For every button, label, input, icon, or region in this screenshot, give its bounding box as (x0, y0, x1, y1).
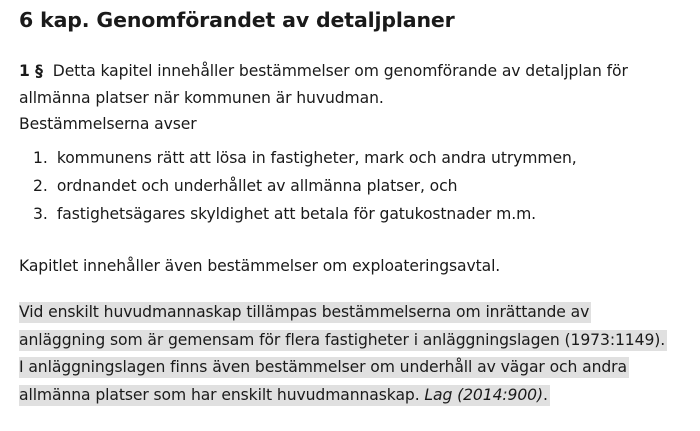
list-item (33, 200, 577, 228)
note-line-2: anläggning som är gemensam för flera fastigheter i anläggningslagen (1973:1149). (19, 330, 666, 349)
list-item-text: fastighetsägares skyldighet att betala för gatukostnader m.m. (56, 205, 537, 223)
section-1-closing: Kapitlet innehåller även bestämmelser om exploateringsavtal. (19, 257, 501, 275)
list-item-number: 1. (33, 149, 48, 167)
section-number: 1 § (19, 62, 43, 80)
highlighted-note (19, 299, 667, 409)
note-line-4-group (19, 385, 550, 406)
section-1-intro (19, 58, 699, 138)
list-item (33, 172, 577, 200)
note-line-4: allmänna platser som har enskilt huvudmannaskap. (19, 385, 420, 404)
chapter-title: 6 kap. Genomförandet av detaljplaner (19, 8, 455, 32)
list-item-text: kommunens rätt att lösa in fastigheter, mark och andra utrymmen, (56, 149, 577, 167)
list-item-text: ordnandet och underhållet av allmänna platser, och (56, 177, 458, 195)
law-reference-suffix: . (543, 385, 548, 404)
note-line-1: Vid enskilt huvudmannaskap tillämpas bestämmelserna om inrättande av (19, 303, 590, 321)
list-item-number: 3. (33, 205, 48, 223)
intro-line-3: Bestämmelserna avser (19, 115, 197, 133)
intro-line-1: Detta kapitel innehåller bestämmelser om genomförande av detaljplan för (52, 62, 628, 80)
note-line-3: I anläggningslagen finns även bestämmelser om underhåll av vägar och andra (19, 358, 627, 377)
provisions-list (33, 144, 577, 228)
list-item-number: 2. (33, 177, 48, 195)
law-reference: Lag (2014:900) (424, 385, 543, 404)
list-item (33, 144, 577, 172)
intro-line-2: allmänna platser när kommunen är huvudman. (19, 88, 384, 107)
